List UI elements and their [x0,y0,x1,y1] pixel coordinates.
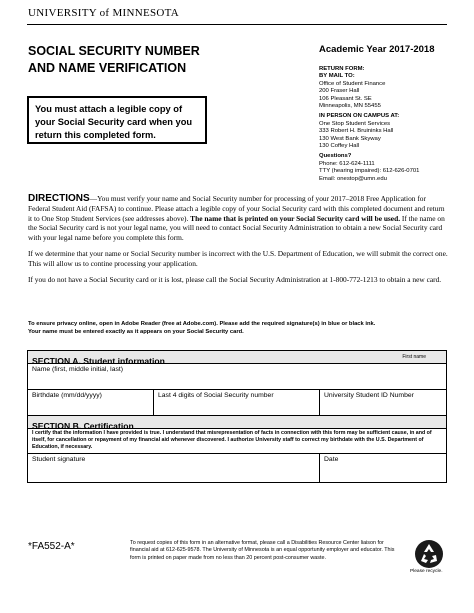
section-a-title: SECTION A. Student information [32,356,165,366]
return-form-heading: RETURN FORM: [319,66,365,72]
questions-heading: Questions? [319,153,352,160]
date-field[interactable]: Date [324,456,339,463]
mail-line: 200 Fraser Hall [319,88,360,95]
questions-line: Email: onestop@umn.edu [319,175,387,182]
return-form-block [319,66,469,183]
student-signature-field[interactable]: Student signature [32,456,86,463]
certification-text: I certify that the information I have provided is true. I understand that misrepresentation of facts in connection with this form may be sufficient cause, in and of itself, for cancellation or repayment of my financial aid whenever discovered. I authorize University staff to correct my birthdate with the U.S. Department of Education, if necessary. [28,429,446,454]
section-a-header [28,351,446,364]
questions-line: TTY (hearing impaired): 612-626-0701 [319,168,420,175]
form-title-line1: SOCIAL SECURITY NUMBER [28,44,200,58]
campus-heading: IN PERSON ON CAMPUS AT: [319,113,400,120]
mail-line: 106 Pleasant St. SE [319,95,372,102]
campus-line: 130 West Bank Skyway [319,135,381,142]
recycle-label: Please recycle. [410,569,443,574]
academic-year: Academic Year 2017-2018 [319,44,435,55]
campus-line: One Stop Student Services [319,120,391,127]
mail-line: Office of Student Finance [319,80,386,87]
name-field[interactable] [28,364,446,390]
directions-paragraph-3: If you do not have a Social Security card or it is lost, please call the Social Security Administration at 1-800-772-1213 to obtain a new card. [28,274,442,284]
campus-line: 333 Robert H. Bruininks Hall [319,128,394,135]
id-row [28,390,446,416]
questions-line: Phone: 612-624-1111 [319,160,375,167]
mail-heading: BY MAIL TO: [319,73,355,80]
attach-card-callout: You must attach a legible copy of your Social Security card when you return this completed form. [27,96,207,144]
directions-paragraph-1: DIRECTIONS—You must verify your name and Social Security number for processing of your 2017–2018 Free Application for Federal Student Aid (FAFSA) to continue. Please attach a legible copy of your Social Security card with this completed document and return it to One Stop Student Services (see addresses above). The name that is printed on your Social Security card will be used. If the name on the Social Security card is not your legal name, you will need to contact Social Security Administration to obtain a new Social Security card with your legal name before you complete this form. [28,193,445,243]
section-b-header [28,416,446,429]
campus-line: 130 Coffey Hall [319,143,360,150]
form-title-line2: AND NAME VERIFICATION [28,61,187,75]
footer-notice: To request copies of this form in an alternative format, please call a Disabilities Resource Center liaison for financial aid at 612-625-9578. The University of Minnesota is an equal opportunity employer and educator. This form is printed on paper made from no less than 20 percent post-consumer waste. [130,540,395,561]
first-name-label: First name [402,354,426,360]
student-id-field[interactable]: University Student ID Number [324,392,414,399]
birthdate-field[interactable]: Birthdate (mm/dd/yyyy) [32,392,102,399]
mail-line: Minneapolis, MN 55455 [319,103,381,110]
privacy-note: To ensure privacy online, open in Adobe Reader (free at Adobe.com). Please add the required signature(s) in blue or black ink. Your name must be entered exactly as it appears on your Social Security card. [28,321,376,335]
form-code: *FA552-A* [28,541,75,552]
signature-row [28,454,446,482]
ssn-field[interactable]: Last 4 digits of Social Security number [158,392,274,399]
directions-paragraph-2: If we determine that your name or Social Security number is incorrect with the U.S. Department of Education, we will submit the correct one. This will allow us to contine processing your application. [28,248,448,268]
student-form [27,350,447,483]
section-b-title: SECTION B. Certification [32,421,134,431]
directions-block [28,194,448,290]
header-divider [27,24,447,25]
name-label: Name (first, middle initial, last) [32,366,124,373]
directions-lead: DIRECTIONS [28,193,90,204]
university-wordmark: UNIVERSITY of MINNESOTA [28,7,180,19]
form-title [28,43,278,77]
